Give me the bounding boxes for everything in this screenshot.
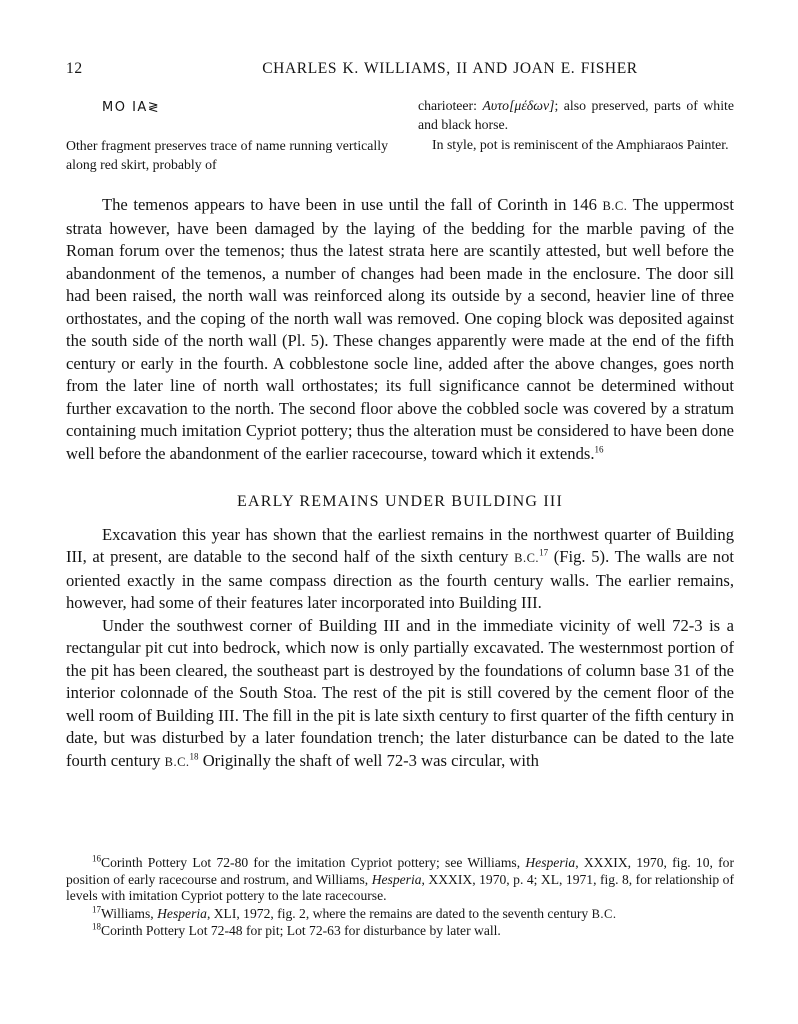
text-run: Williams, [101,905,158,921]
footnote-ref-18: 18 [189,750,199,761]
text-run: Under the southwest corner of Building III and in the immediate vicinity of well 72-3 is a rectangular pit cut into bedrock, which now is only partially excavated. The westernmost portion of the pit has been cleared, the southeast part is destroyed by the foundations of column base 31 of the interior colonnade of the South Stoa. The rest of the pit is still covered by the cement floor of the well room of Building III. The fill in the pit is late sixth century to first quarter of the fifth century in date, but was disturbed by a later foundation trench; the later disturbance can be dated to the late fourth century [66,615,734,770]
footnote-16 [66,855,734,905]
text-run: Excavation this year has shown that the earliest remains in the northwest quarter of Building III, at present, are datable to the second half of the sixth century [66,524,734,566]
text-run: , XXXIX, 1970, p. 4; XL, 1971, fig. 8, for relationship of levels with imitation Cypriot pottery to the late racecourse. [66,871,734,904]
footnote-18 [66,923,734,940]
catalog-style-note: In style, pot is reminiscent of the Amphiaraos Painter. [432,137,729,152]
text-run: , XXXIX, 1970, fig. 10, for position of early racecourse and rostrum, and Williams, [66,855,734,887]
inscription-transcription: ΜΟ ΙΑ≷ [102,100,161,115]
footnote-number: 17 [92,904,101,915]
running-head-authors: CHARLES K. WILLIAMS, II AND JOAN E. FISHER [262,60,638,77]
journal-title: Hesperia [525,855,576,870]
page-number: 12 [66,60,83,77]
catalog-left-column [66,97,388,174]
text-run: ; also preserved, parts of white and black horse. [418,98,734,132]
text-run: , XLI, 1972, fig. 2, where the remains are dated to the seventh century [206,905,592,921]
catalog-left-text: Other fragment preserves trace of name running vertically along red skirt, probably of [66,138,388,172]
text-run: The uppermost strata however, have been damaged by the laying of the bedding for the marble paving of the Roman forum over the temenos; thus the latest strata here are scantily attested, but well before the abandonment of the temenos, a number of changes had been made in the enclosure. The door sill had been raised, the north wall was reinforced along its outside by a second, heavier line of three orthostates, and the coping of the north wall was removed. One coping block was deposited against the south side of the north wall (Pl. 5). These changes apparently were made at the end of the fifth century or early in the fourth. A cobblestone socle line, added after the above changes, goes north from the later line of north wall orthostates; its full significance cannot be determined without further excavation to the north. The second floor above the cobbled socle was covered by a stratum containing much imitation Cypriot pottery; thus the alteration must be considered to have been done well before the abandonment of the earlier racecourse, toward which it extends. [66,195,734,463]
paragraph-pit [66,615,734,774]
text-run: (Fig. 5). The walls are not oriented exactly in the same compass direction as the fourth century walls. The earlier remains, however, had some of their features later incorporated into Building III. [66,547,734,612]
footnotes [66,855,734,940]
journal-title: Hesperia [157,905,207,921]
bc-abbreviation: B.C. [164,754,190,769]
bc-abbreviation: B.C. [602,199,628,213]
bc-abbreviation: B.C. [591,906,617,921]
text-run: The temenos appears to have been in use until the fall of Corinth in 146 [102,195,603,214]
text-run: Corinth Pottery Lot 72-80 for the imitation Cypriot pottery; see Williams, [101,855,526,870]
running-head [66,60,734,80]
footnote-ref-16: 16 [594,443,604,454]
section-heading: EARLY REMAINS UNDER BUILDING III [237,493,563,510]
footnote-number: 16 [92,853,101,864]
greek-name: Αυτο[μέδων] [482,98,555,113]
text-run: charioteer: [418,98,483,113]
catalog-right-text [418,97,734,134]
footnote-17 [66,906,734,923]
text-run: Corinth Pottery Lot 72-48 for pit; Lot 72-63 for disturbance by later wall. [101,923,501,939]
footnote-number: 18 [92,921,101,932]
paragraph-temenos [66,194,734,465]
bc-abbreviation: B.C. [514,551,540,565]
main-body-text [66,194,734,773]
catalog-right-column [418,97,734,155]
journal-title: Hesperia [371,871,422,887]
paragraph-excavation [66,524,734,615]
text-run: Originally the shaft of well 72-3 was circular, with [198,750,539,770]
footnote-ref-17: 17 [539,547,549,558]
